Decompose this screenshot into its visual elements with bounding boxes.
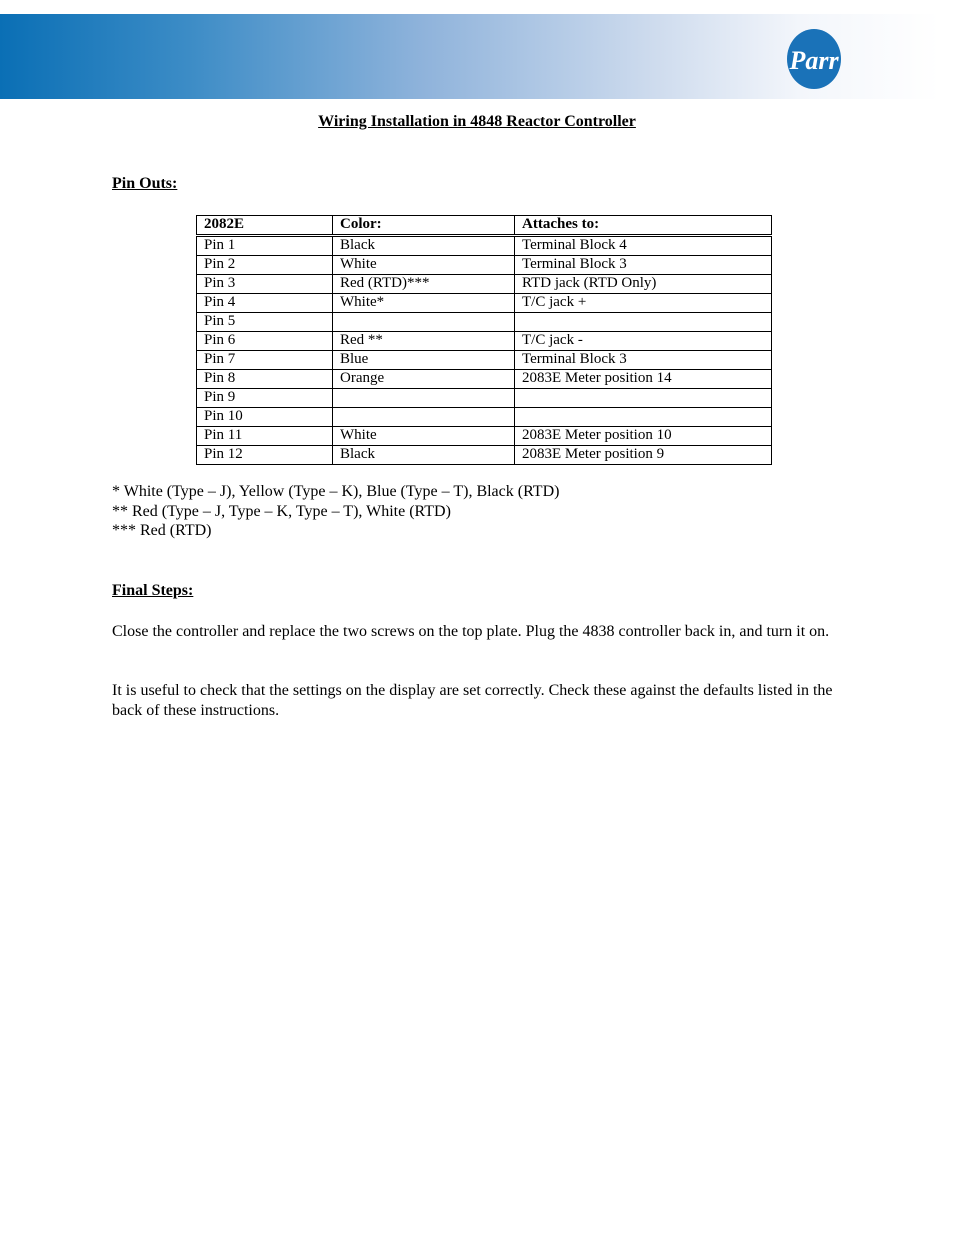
table-row	[197, 332, 772, 351]
table-row	[197, 370, 772, 389]
table-cell: Pin 6	[197, 332, 333, 351]
table-row	[197, 275, 772, 294]
footnote: *** Red (RTD)	[112, 522, 212, 539]
table-cell: 2083E Meter position 9	[515, 446, 772, 465]
parr-logo	[784, 26, 848, 90]
table-cell: Pin 9	[197, 389, 333, 408]
table-cell: Pin 8	[197, 370, 333, 389]
table-cell: Pin 10	[197, 408, 333, 427]
footnote: ** Red (Type – J, Type – K, Type – T), White (RTD)	[112, 502, 451, 520]
table-row	[197, 313, 772, 332]
paragraph: It is useful to check that the settings on the display are set correctly. Check these against the defaults listed in the back of these instructions.	[112, 682, 833, 719]
table-cell: Pin 7	[197, 351, 333, 370]
svg-text:Parr: Parr	[789, 46, 839, 75]
table-cell: Pin 12	[197, 446, 333, 465]
table-row	[197, 427, 772, 446]
table-cell: 2083E Meter position 14	[515, 370, 772, 389]
table-row	[197, 446, 772, 465]
table-cell: Pin 1	[197, 236, 333, 256]
table-cell	[515, 389, 772, 408]
table-cell: Terminal Block 4	[515, 236, 772, 256]
table-cell: T/C jack +	[515, 294, 772, 313]
table-cell	[515, 313, 772, 332]
table-cell: White	[333, 256, 515, 275]
table-row	[197, 236, 772, 256]
table-row	[197, 294, 772, 313]
table-row	[197, 408, 772, 427]
final-steps-heading: Final Steps:	[112, 582, 194, 599]
table-cell	[515, 408, 772, 427]
table-cell: Orange	[333, 370, 515, 389]
table-cell: Red (RTD)***	[333, 275, 515, 294]
pin-outs-heading: Pin Outs:	[112, 175, 178, 192]
footnote: * White (Type – J), Yellow (Type – K), Blue (Type – T), Black (RTD)	[112, 483, 560, 500]
table-cell: Pin 2	[197, 256, 333, 275]
table-cell	[333, 389, 515, 408]
table-cell: White	[333, 427, 515, 446]
column-header: Color:	[333, 216, 515, 236]
table-row	[197, 351, 772, 370]
table-cell	[333, 408, 515, 427]
table-cell: Pin 5	[197, 313, 333, 332]
table-cell: Blue	[333, 351, 515, 370]
table-cell: T/C jack -	[515, 332, 772, 351]
document-title: Wiring Installation in 4848 Reactor Controller	[318, 113, 636, 130]
table-row	[197, 256, 772, 275]
table-header-row	[197, 216, 772, 236]
table-cell: Pin 4	[197, 294, 333, 313]
paragraph: Close the controller and replace the two screws on the top plate. Plug the 4838 controller back in, and turn it on.	[112, 623, 830, 640]
footnotes	[112, 482, 559, 541]
table-cell	[333, 313, 515, 332]
table-cell: 2083E Meter position 10	[515, 427, 772, 446]
table-cell: Terminal Block 3	[515, 256, 772, 275]
pin-outs-table	[196, 215, 772, 465]
column-header: 2082E	[197, 216, 333, 236]
table-cell: White*	[333, 294, 515, 313]
column-header: Attaches to:	[515, 216, 772, 236]
table-cell: Pin 3	[197, 275, 333, 294]
table-cell: Black	[333, 446, 515, 465]
table-row	[197, 389, 772, 408]
table-cell: Black	[333, 236, 515, 256]
table-cell: Pin 11	[197, 427, 333, 446]
table-cell: RTD jack (RTD Only)	[515, 275, 772, 294]
table-cell: Terminal Block 3	[515, 351, 772, 370]
table-cell: Red **	[333, 332, 515, 351]
